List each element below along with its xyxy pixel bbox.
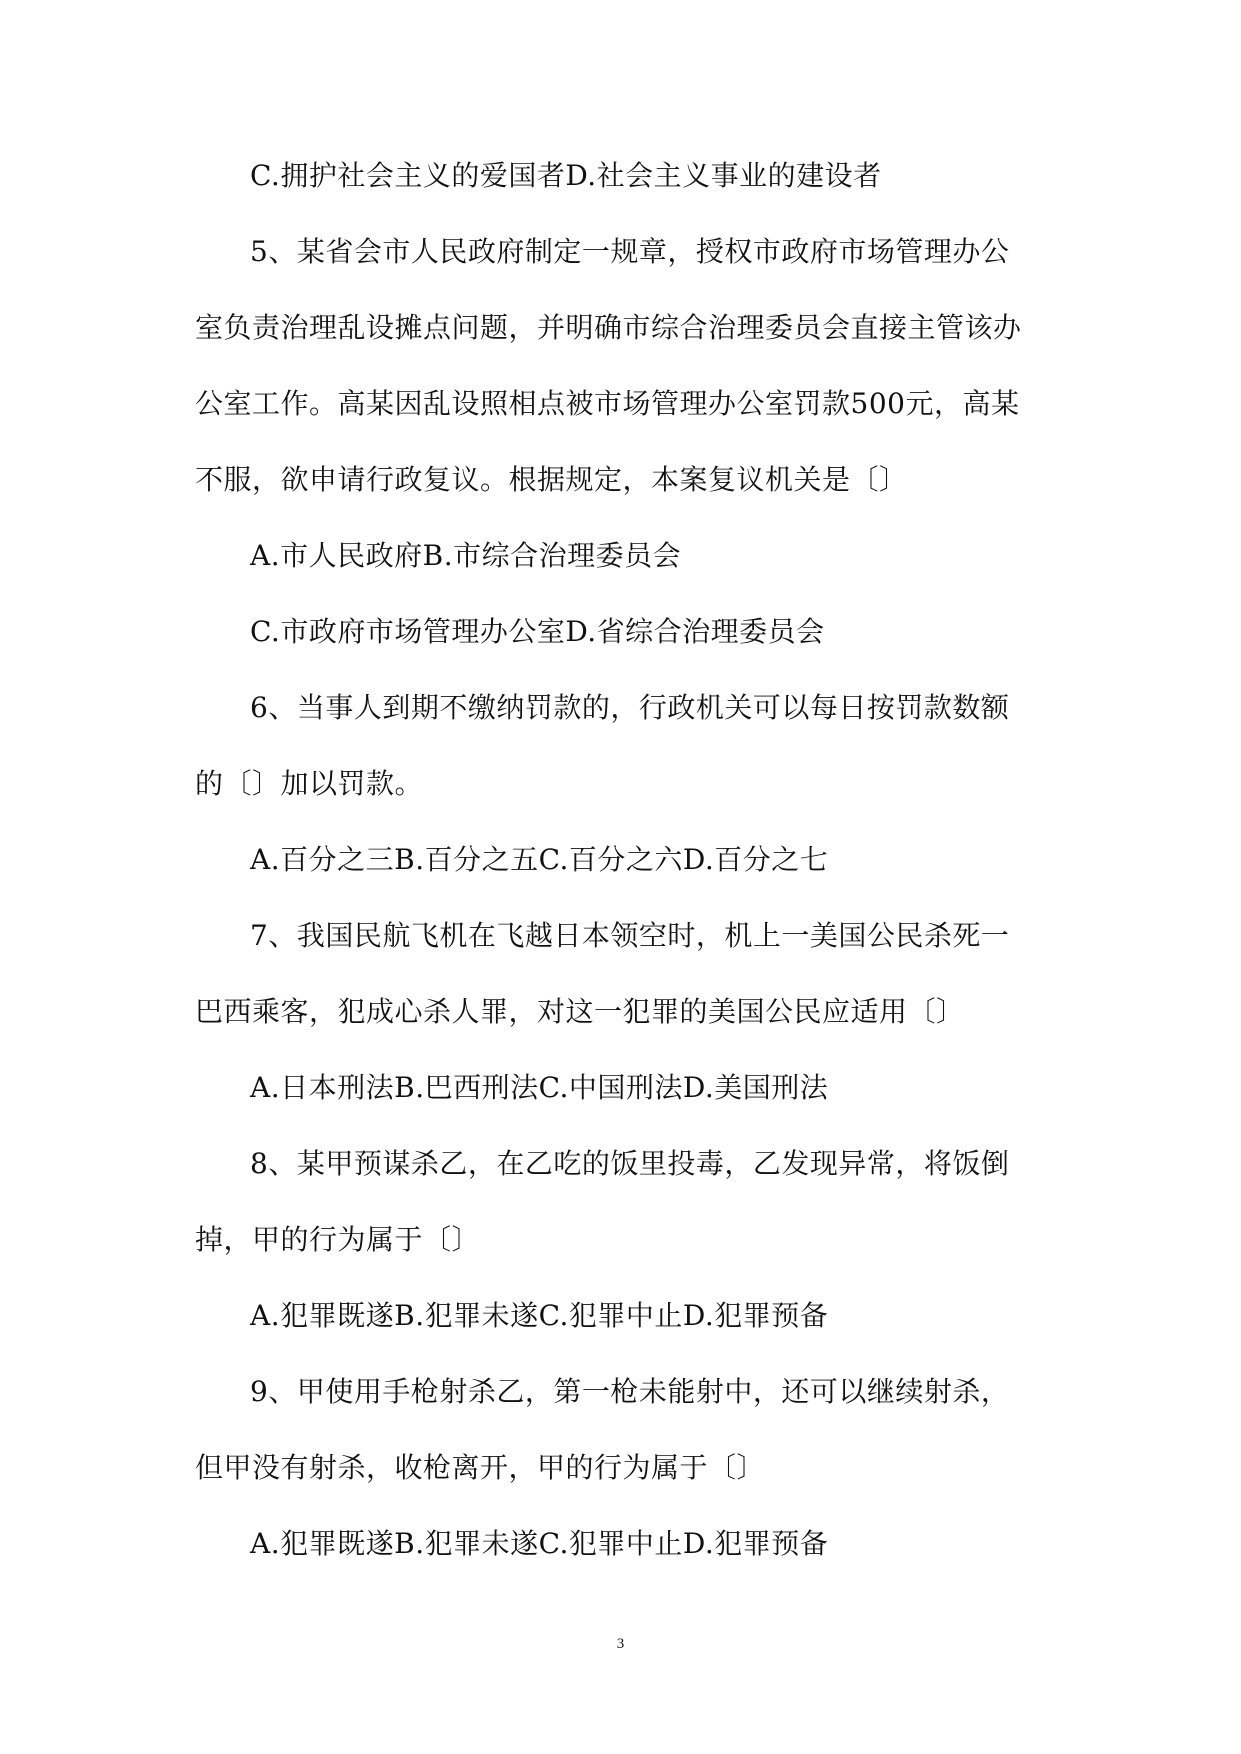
option-line-q6: A.百分之三B.百分之五C.百分之六D.百分之七 [250,843,829,876]
question-9-line-1: 9、甲使用手枪射杀乙，第一枪未能射中，还可以继续射杀， [250,1375,1010,1408]
option-line-q5-cd: C.市政府市场管理办公室D.省综合治理委员会 [250,615,825,648]
option-line-q7: A.日本刑法B.巴西刑法C.中国刑法D.美国刑法 [250,1071,829,1104]
question-5-line-4: 不服，欲申请行政复议。根据规定，本案复议机关是〔〕 [195,463,908,496]
question-9-line-2: 但甲没有射杀，收枪离开，甲的行为属于〔〕 [195,1451,766,1484]
question-5-line-1: 5、某省会市人民政府制定一规章，授权市政府市场管理办公 [250,235,1010,268]
option-line-q8: A.犯罪既遂B.犯罪未遂C.犯罪中止D.犯罪预备 [250,1299,829,1332]
question-5-line-2: 室负责治理乱设摊点问题，并明确市综合治理委员会直接主管该办 [195,311,1022,344]
question-6-line-2: 的〔〕加以罚款。 [195,767,424,800]
option-line-q5-ab: A.市人民政府B.市综合治理委员会 [250,539,682,572]
question-7-line-1: 7、我国民航飞机在飞越日本领空时，机上一美国公民杀死一 [250,919,1010,952]
question-8-line-1: 8、某甲预谋杀乙，在乙吃的饭里投毒，乙发现异常，将饭倒 [250,1147,1010,1180]
option-line-q4-cd: C.拥护社会主义的爱国者D.社会主义事业的建设者 [250,159,882,192]
page-number: 3 [616,1636,625,1652]
question-5-line-3: 公室工作。高某因乱设照相点被市场管理办公室罚款500元，高某 [195,387,1020,420]
question-7-line-2: 巴西乘客，犯成心杀人罪，对这一犯罪的美国公民应适用〔〕 [195,995,965,1028]
question-6-line-1: 6、当事人到期不缴纳罚款的，行政机关可以每日按罚款数额 [250,691,1010,724]
option-line-q9: A.犯罪既遂B.犯罪未遂C.犯罪中止D.犯罪预备 [250,1527,829,1560]
question-8-line-2: 掉，甲的行为属于〔〕 [195,1223,481,1256]
